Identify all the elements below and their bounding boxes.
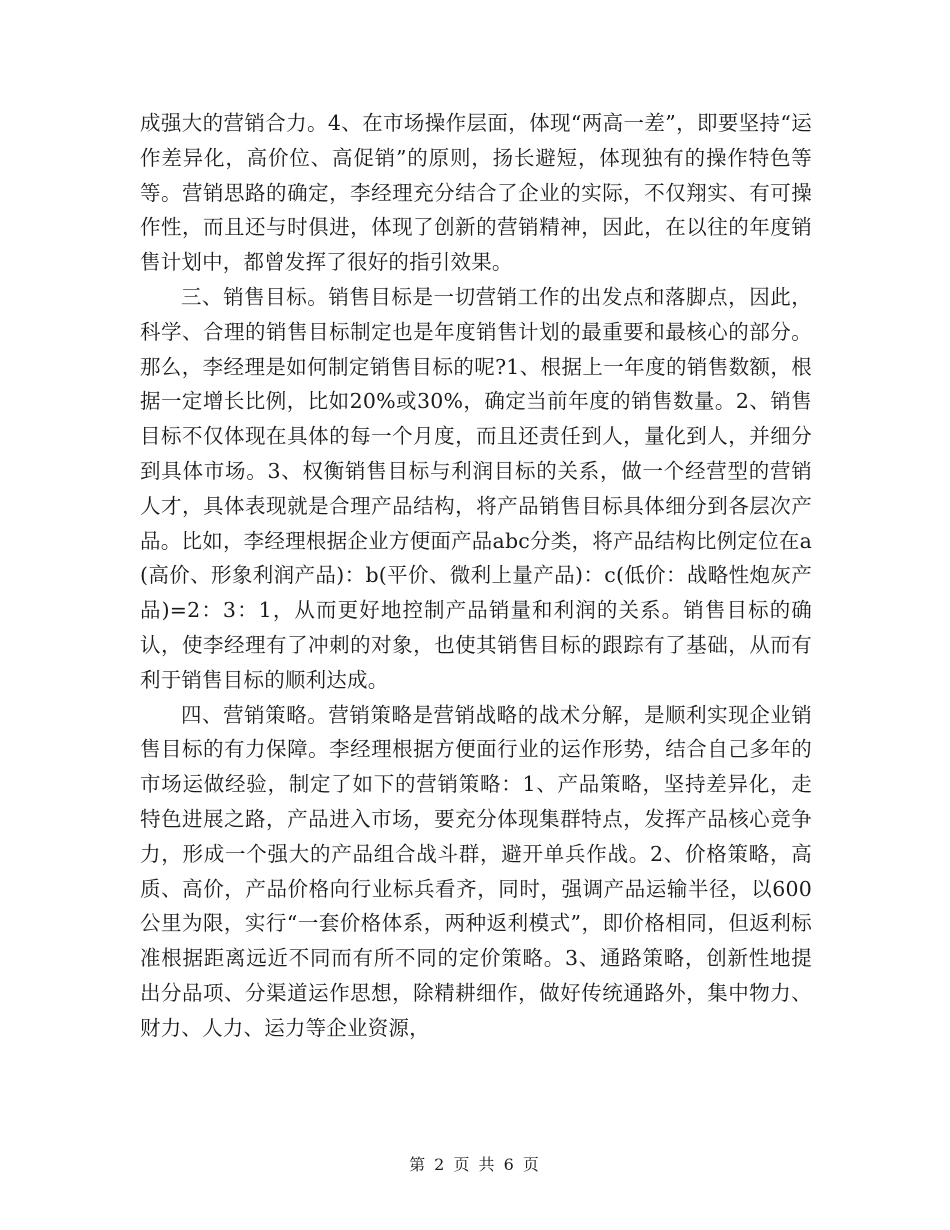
paragraph-marketing-strategy: 四、营销策略。营销策略是营销战略的战术分解，是顺利实现企业销售目标的有力保障。李经理根据方便面行业的运作形势，结合自己多年的市场运做经验，制定了如下的营销策略：1、产品策略，坚持差异化，走特色进展之路，产品进入市场，要充分体现集群特点，发挥产品核心竞争力，形成一个强大的产品组合战斗群，避开单兵作战。2、价格策略，高质、高价，产品价格向行业标兵看齐，同时，强调产品运输半径，以600公里为限，实行“一套价格体系，两种返利模式”，即价格相同，但返利标准根据距离远近不同而有所不同的定价策略。3、通路策略，创新性地提出分品项、分渠道运作思想，除精耕细作，做好传统通路外，集中物力、财力、人力、运力等企业资源， <box>140 702 812 1040</box>
document-body <box>140 106 812 1046</box>
page-footer: 第 2 页 共 6 页 <box>409 1155 541 1174</box>
paragraph-continuation: 成强大的营销合力。4、在市场操作层面，体现“两高一差”，即要坚持“运作差异化，高价位、高促销”的原则，扬长避短，体现独有的操作特色等等。营销思路的确定，李经理充分结合了企业的实际，不仅翔实、有可操作性，而且还与时俱进，体现了创新的营销精神，因此，在以往的年度销售计划中，都曾发挥了很好的指引效果。 <box>140 111 812 275</box>
paragraph-sales-targets: 三、销售目标。销售目标是一切营销工作的出发点和落脚点，因此，科学、合理的销售目标制定也是年度销售计划的最重要和最核心的部分。那么，李经理是如何制定销售目标的呢?1、根据上一年度的销售数额，根据一定增长比例，比如20%或30%，确定当前年度的销售数量。2、销售目标不仅体现在具体的每一个月度，而且还责任到人，量化到人，并细分到具体市场。3、权衡销售目标与利润目标的关系，做一个经营型的营销人才，具体表现就是合理产品结构，将产品销售目标具体细分到各层次产品。比如，李经理根据企业方便面产品abc分类，将产品结构比例定位在a(高价、形象利润产品)：b(平价、微利上量产品)：c(低价：战略性炮灰产品)=2：3：1，从而更好地控制产品销量和利润的关系。销售目标的确认，使李经理有了冲刺的对象，也使其销售目标的跟踪有了基础，从而有利于销售目标的顺利达成。 <box>140 284 812 692</box>
